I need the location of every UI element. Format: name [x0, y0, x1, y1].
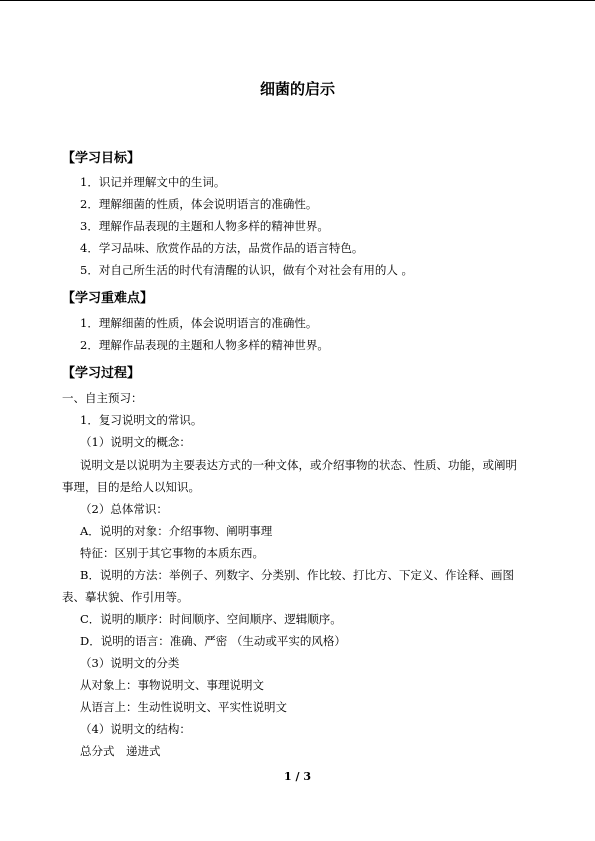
list-item: 1．理解细菌的性质，体会说明语言的准确性。 [80, 316, 318, 330]
section-heading-goals: 【学习目标】 [62, 151, 141, 166]
paragraph-line: A．说明的对象：介绍事物、阐明事理 [80, 524, 273, 538]
paragraph-line: D．说明的语言：准确、严密 （生动或平实的风格） [80, 634, 346, 648]
paragraph-line: （4）说明文的结构： [80, 722, 191, 736]
page-number: 1 / 3 [284, 770, 311, 783]
paragraph-line: C．说明的顺序：时间顺序、空间顺序、逻辑顺序。 [80, 612, 342, 626]
section-heading-process: 【学习过程】 [62, 366, 141, 381]
paragraph-line: 总分式 递进式 [80, 744, 161, 758]
paragraph-line: 从对象上：事物说明文、事理说明文 [80, 678, 264, 692]
paragraph-line: 事理，目的是给人以知识。 [62, 480, 200, 494]
top-rule [0, 0, 595, 1]
list-item: 2．理解作品表现的主题和人物多样的精神世界。 [80, 338, 329, 352]
section-heading-key-points: 【学习重难点】 [62, 291, 154, 306]
paragraph-line: 从语言上：生动性说明文、平实性说明文 [80, 700, 287, 714]
page-title: 细菌的启示 [259, 80, 335, 98]
list-item: 4．学习品味、欣赏作品的方法，品赏作品的语言特色。 [80, 241, 364, 255]
paragraph-line: 1．复习说明文的常识。 [80, 413, 203, 427]
paragraph-line: （3）说明文的分类 [80, 656, 180, 670]
paragraph-line: 特征：区别于其它事物的本质东西。 [80, 546, 264, 560]
paragraph-line: B．说明的方法：举例子、列数字、分类别、作比较、打比方、下定义、作诠释、画图 [80, 568, 514, 582]
paragraph-line: （2）总体常识： [80, 502, 168, 516]
paragraph-line: 表、摹状貌、作引用等。 [62, 590, 189, 604]
list-item: 2．理解细菌的性质，体会说明语言的准确性。 [80, 197, 318, 211]
paragraph-line: 一、自主预习： [62, 391, 143, 405]
list-item: 3．理解作品表现的主题和人物多样的精神世界。 [80, 219, 329, 233]
list-item: 5．对自己所生活的时代有清醒的认识，做有个对社会有用的人 。 [80, 263, 413, 277]
paragraph-line: （1）说明文的概念： [80, 435, 191, 449]
paragraph-line: 说明文是以说明为主要表达方式的一种文体，或介绍事物的状态、性质、功能，或阐明 [80, 458, 517, 472]
list-item: 1．识记并理解文中的生词。 [80, 175, 226, 189]
